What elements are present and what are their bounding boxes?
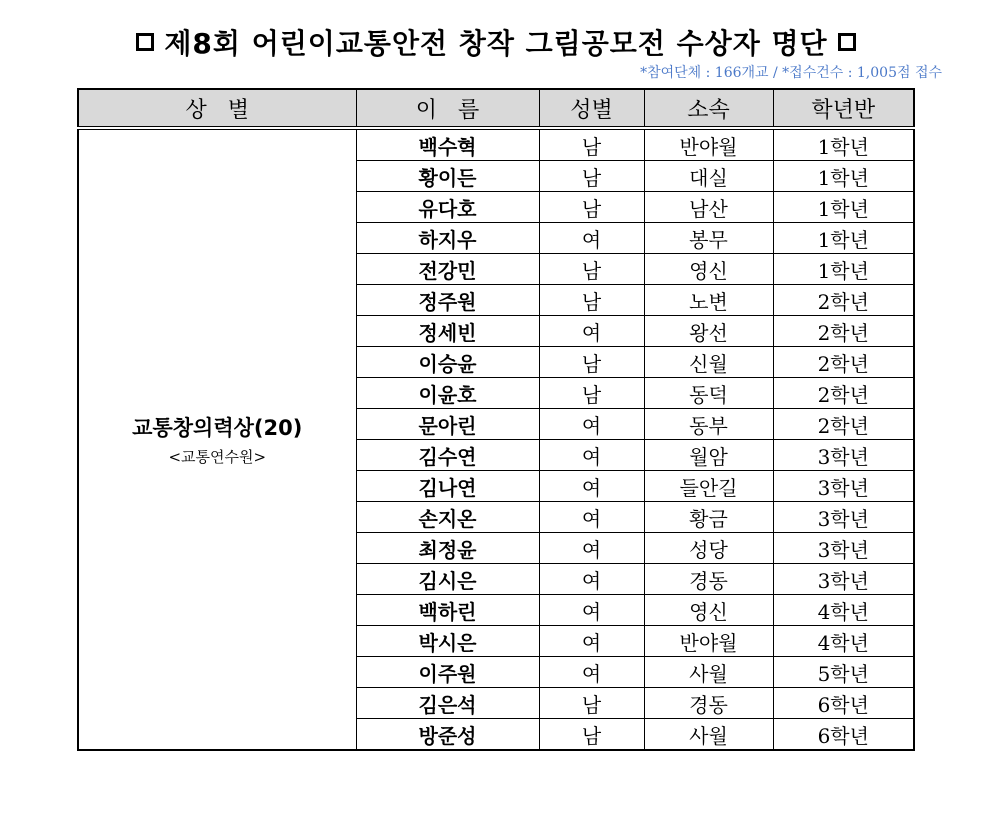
cell-grade: 4학년 bbox=[773, 626, 914, 657]
cell-name: 김수연 bbox=[356, 440, 539, 471]
cell-grade: 3학년 bbox=[773, 440, 914, 471]
cell-name: 손지온 bbox=[356, 502, 539, 533]
table-body bbox=[78, 128, 914, 750]
cell-school: 신월 bbox=[644, 347, 773, 378]
cell-school: 남산 bbox=[644, 192, 773, 223]
cell-grade: 3학년 bbox=[773, 502, 914, 533]
cell-school: 영신 bbox=[644, 254, 773, 285]
cell-grade: 2학년 bbox=[773, 347, 914, 378]
cell-name: 방준성 bbox=[356, 719, 539, 751]
cell-gender: 남 bbox=[539, 378, 644, 409]
cell-gender: 남 bbox=[539, 285, 644, 316]
page-title bbox=[0, 22, 992, 62]
cell-school: 성당 bbox=[644, 533, 773, 564]
cell-name: 하지우 bbox=[356, 223, 539, 254]
cell-gender: 여 bbox=[539, 657, 644, 688]
cell-school: 동덕 bbox=[644, 378, 773, 409]
cell-school: 영신 bbox=[644, 595, 773, 626]
cell-name: 유다호 bbox=[356, 192, 539, 223]
cell-grade: 2학년 bbox=[773, 409, 914, 440]
cell-gender: 여 bbox=[539, 471, 644, 502]
cell-grade: 1학년 bbox=[773, 223, 914, 254]
cell-name: 정세빈 bbox=[356, 316, 539, 347]
cell-grade: 1학년 bbox=[773, 161, 914, 192]
cell-school: 봉무 bbox=[644, 223, 773, 254]
cell-gender: 여 bbox=[539, 595, 644, 626]
cell-gender: 남 bbox=[539, 254, 644, 285]
cell-name: 이승윤 bbox=[356, 347, 539, 378]
cell-name: 박시은 bbox=[356, 626, 539, 657]
header-gender: 성별 bbox=[539, 89, 644, 128]
checkbox-square-icon bbox=[838, 33, 856, 51]
cell-grade: 2학년 bbox=[773, 285, 914, 316]
header-school: 소속 bbox=[644, 89, 773, 128]
cell-gender: 남 bbox=[539, 719, 644, 751]
cell-name: 김은석 bbox=[356, 688, 539, 719]
cell-gender: 여 bbox=[539, 223, 644, 254]
award-cell bbox=[78, 128, 356, 750]
cell-gender: 여 bbox=[539, 316, 644, 347]
cell-school: 경동 bbox=[644, 564, 773, 595]
cell-name: 이주원 bbox=[356, 657, 539, 688]
participation-summary: *참여단체 : 166개교 / *접수건수 : 1,005점 접수 bbox=[640, 65, 942, 81]
cell-school: 경동 bbox=[644, 688, 773, 719]
header-grade: 학년반 bbox=[773, 89, 914, 128]
award-name: 교통창의력상(20) bbox=[132, 416, 303, 440]
cell-name: 백하린 bbox=[356, 595, 539, 626]
cell-name: 백수혁 bbox=[356, 128, 539, 161]
cell-school: 반야월 bbox=[644, 128, 773, 161]
winners-table bbox=[77, 88, 915, 751]
cell-grade: 6학년 bbox=[773, 719, 914, 751]
cell-grade: 3학년 bbox=[773, 533, 914, 564]
cell-gender: 남 bbox=[539, 347, 644, 378]
cell-school: 노변 bbox=[644, 285, 773, 316]
cell-gender: 남 bbox=[539, 128, 644, 161]
cell-grade: 1학년 bbox=[773, 254, 914, 285]
cell-school: 왕선 bbox=[644, 316, 773, 347]
cell-school: 반야월 bbox=[644, 626, 773, 657]
cell-gender: 남 bbox=[539, 161, 644, 192]
cell-name: 황이든 bbox=[356, 161, 539, 192]
cell-gender: 남 bbox=[539, 688, 644, 719]
cell-grade: 1학년 bbox=[773, 128, 914, 161]
cell-gender: 남 bbox=[539, 192, 644, 223]
table-header-row bbox=[78, 89, 914, 128]
cell-name: 정주원 bbox=[356, 285, 539, 316]
cell-school: 월암 bbox=[644, 440, 773, 471]
cell-gender: 여 bbox=[539, 440, 644, 471]
award-sponsor: <교통연수원> bbox=[168, 448, 267, 466]
cell-school: 황금 bbox=[644, 502, 773, 533]
cell-grade: 4학년 bbox=[773, 595, 914, 626]
header-award: 상 별 bbox=[78, 89, 356, 128]
cell-gender: 여 bbox=[539, 533, 644, 564]
cell-grade: 3학년 bbox=[773, 471, 914, 502]
header-name: 이 름 bbox=[356, 89, 539, 128]
cell-gender: 여 bbox=[539, 564, 644, 595]
checkbox-square-icon bbox=[136, 33, 154, 51]
cell-name: 전강민 bbox=[356, 254, 539, 285]
cell-grade: 2학년 bbox=[773, 316, 914, 347]
cell-grade: 1학년 bbox=[773, 192, 914, 223]
title-text: 제8회 어린이교통안전 창작 그림공모전 수상자 명단 bbox=[164, 27, 828, 60]
cell-name: 문아린 bbox=[356, 409, 539, 440]
cell-name: 김나연 bbox=[356, 471, 539, 502]
cell-gender: 여 bbox=[539, 502, 644, 533]
cell-name: 최정윤 bbox=[356, 533, 539, 564]
cell-school: 대실 bbox=[644, 161, 773, 192]
cell-name: 이윤호 bbox=[356, 378, 539, 409]
cell-name: 김시은 bbox=[356, 564, 539, 595]
cell-school: 들안길 bbox=[644, 471, 773, 502]
cell-grade: 2학년 bbox=[773, 378, 914, 409]
table-row bbox=[78, 128, 914, 161]
cell-school: 사월 bbox=[644, 657, 773, 688]
cell-grade: 6학년 bbox=[773, 688, 914, 719]
cell-school: 동부 bbox=[644, 409, 773, 440]
cell-gender: 여 bbox=[539, 409, 644, 440]
cell-school: 사월 bbox=[644, 719, 773, 751]
cell-gender: 여 bbox=[539, 626, 644, 657]
cell-grade: 3학년 bbox=[773, 564, 914, 595]
cell-grade: 5학년 bbox=[773, 657, 914, 688]
